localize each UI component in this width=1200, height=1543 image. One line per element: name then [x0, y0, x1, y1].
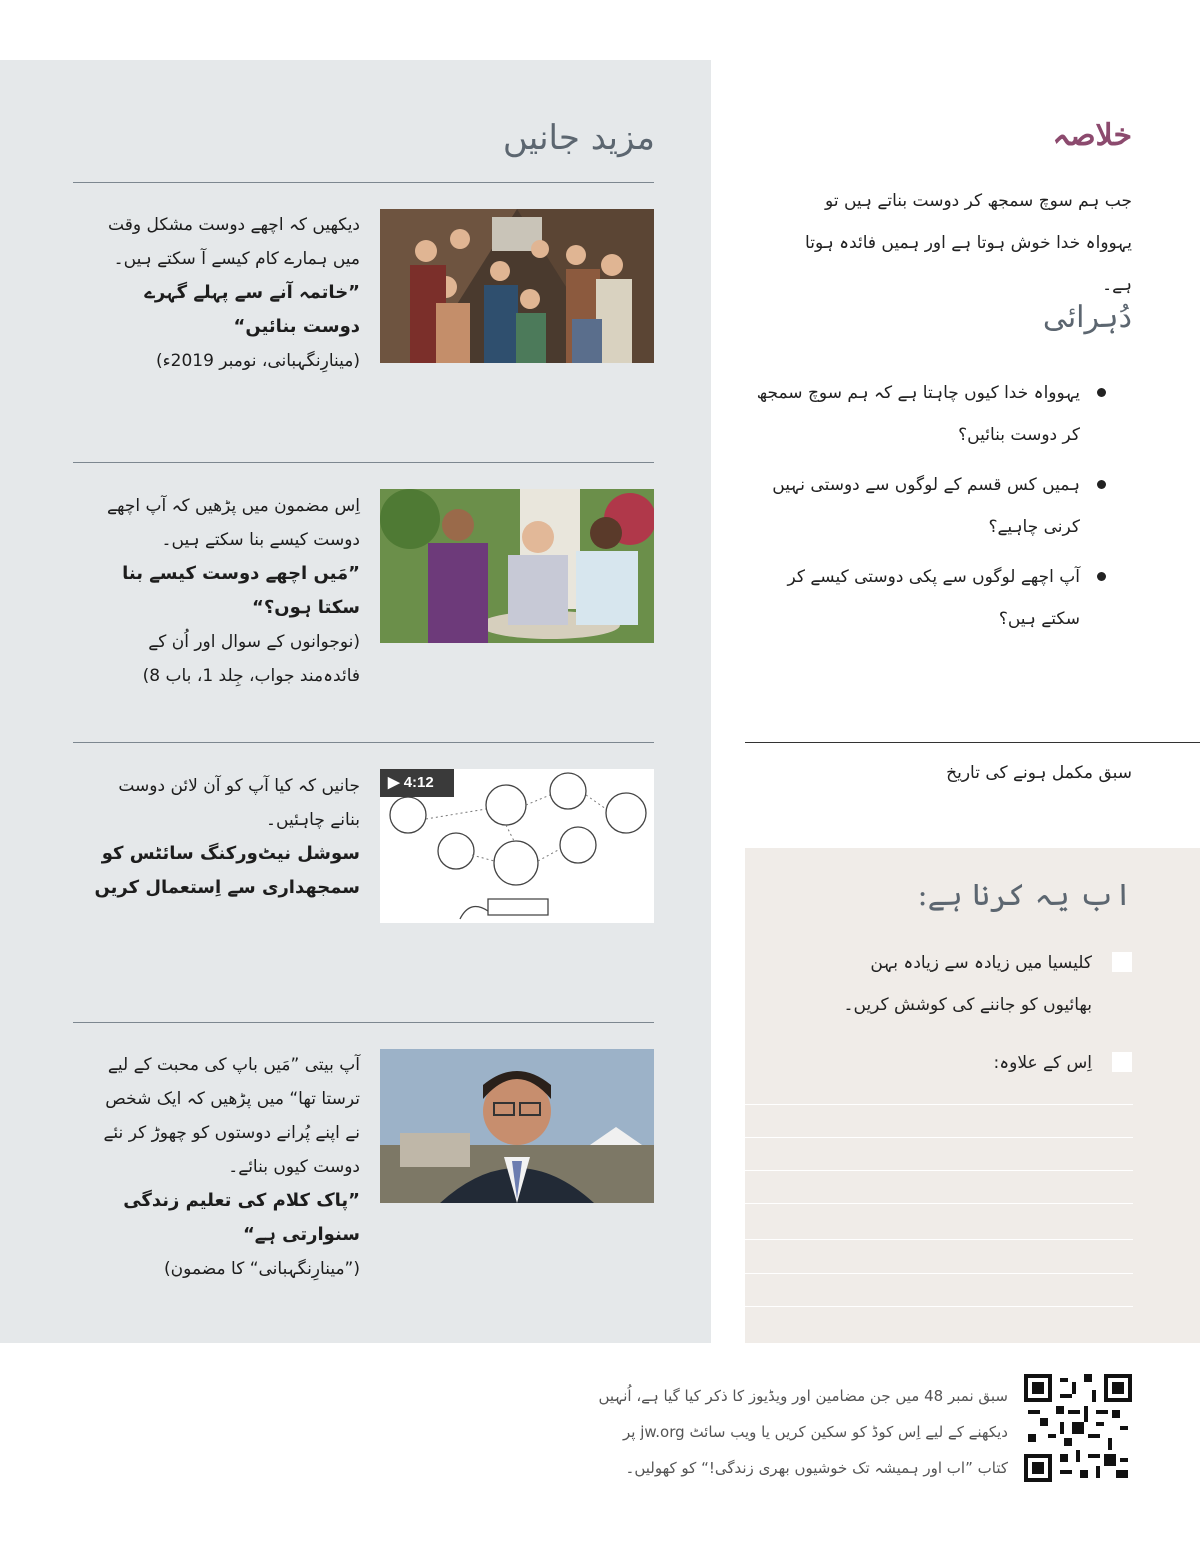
- more-item-2-text[interactable]: [90, 489, 360, 693]
- todo-panel: [745, 848, 1200, 1343]
- todo-checkbox[interactable]: [1112, 1052, 1132, 1072]
- more-item-title: ”خاتمہ آنے سے پہلے گہرے دوست بنائیں“: [144, 282, 360, 337]
- more-item-source: (”مینارِنگہبانی“ کا مضمون): [164, 1259, 360, 1279]
- review-question: آپ اچھے لوگوں سے پکی دوستی کیسے کر سکتے ہیں؟: [748, 556, 1108, 640]
- todo-item: [832, 942, 1132, 1026]
- todo-item-label: اِس کے علاوہ:: [993, 1053, 1092, 1073]
- completion-date-label: سبق مکمل ہونے کی تاریخ: [946, 763, 1132, 783]
- more-item-desc: اِس مضمون میں پڑھیں کہ آپ اچھے دوست کیسے بنا سکتے ہیں۔: [107, 496, 360, 550]
- todo-checkbox[interactable]: [1112, 952, 1132, 972]
- write-in-line[interactable]: [745, 1104, 1133, 1105]
- more-item-4-text[interactable]: [90, 1048, 360, 1286]
- summary-text: جب ہم سوچ سمجھ کر دوست بناتے ہیں تو یہوواہ خدا خوش ہوتا ہے اور ہمیں فائدہ ہوتا ہے۔: [805, 191, 1132, 295]
- write-in-line[interactable]: [745, 1170, 1133, 1171]
- more-item-title: سوشل نیٹ‌ورکنگ سائٹس کو سمجھداری سے اِستعمال کریں: [94, 843, 360, 898]
- video-duration: 4:12: [403, 774, 434, 791]
- more-item-1-image[interactable]: [380, 209, 654, 363]
- divider: [73, 742, 654, 743]
- divider: [745, 742, 1200, 743]
- more-item-desc: دیکھیں کہ اچھے دوست مشکل وقت میں ہمارے کام کیسے آ سکتے ہیں۔: [108, 215, 360, 269]
- review-question: ہمیں کس قسم کے لوگوں سے دوستی نہیں کرنی چاہیے؟: [748, 464, 1108, 548]
- more-item-4-image[interactable]: [380, 1049, 654, 1203]
- play-icon: ▶: [388, 774, 400, 791]
- write-in-line[interactable]: [745, 1137, 1133, 1138]
- footer-note: سبق نمبر 48 میں جن مضامین اور ویڈیوز کا ذکر کیا گیا ہے، اُنہیں دیکھنے کے لیے اِس کوڈ کو سکین کریں یا ویب سائٹ jw.org پر کتاب ”اب اور ہمیشہ تک خوشیوں بھری زندگی!“ کو کھولیں۔: [598, 1387, 1008, 1477]
- write-in-line[interactable]: [745, 1203, 1133, 1204]
- more-item-1-text[interactable]: [90, 208, 360, 378]
- more-item-3-video-thumbnail[interactable]: [380, 769, 654, 923]
- divider: [73, 1022, 654, 1023]
- write-in-line[interactable]: [745, 1306, 1133, 1307]
- todo-item-label: کلیسیا میں زیادہ سے زیادہ بہن بھائیوں کو جاننے کی کوشش کریں۔: [843, 953, 1092, 1015]
- review-list: [748, 372, 1108, 648]
- more-item-desc: جانیں کہ کیا آپ کو آن لائن دوست بنانے چاہئیں۔: [118, 776, 360, 830]
- write-in-line[interactable]: [745, 1273, 1133, 1274]
- more-item-desc: آپ بیتی ”مَیں باپ کی محبت کے لیے ترستا تھا“ میں پڑھیں کہ ایک شخص نے اپنے پُرانے دوستوں کو چھوڑ کر نئے دوست کیوں بنائے۔: [103, 1055, 360, 1177]
- divider: [73, 182, 654, 183]
- video-duration-badge: [380, 769, 454, 797]
- more-item-title: ”پاک کلام کی تعلیم زندگی سنوارتی ہے“: [123, 1190, 360, 1245]
- more-item-title: ”مَیں اچھے دوست کیسے بنا سکتا ہوں؟“: [122, 563, 360, 618]
- more-item-source: (نوجوانوں کے سوال اور اُن کے فائدہ‌مند جواب، جِلد 1، باب 8): [142, 632, 360, 686]
- review-title: دُہرائی: [1042, 300, 1132, 335]
- more-item-3-text[interactable]: [90, 769, 360, 905]
- todo-title: اب یہ کرنا ہے:: [917, 878, 1132, 913]
- qr-code-icon[interactable]: [1024, 1374, 1132, 1482]
- more-item-source: (مینارِنگہبانی، نومبر 2019ء): [155, 351, 360, 371]
- divider: [73, 462, 654, 463]
- todo-item: [832, 1042, 1132, 1084]
- more-item-2-image[interactable]: [380, 489, 654, 643]
- more-info-title: مزید جانیں: [502, 118, 655, 158]
- write-in-line[interactable]: [745, 1239, 1133, 1240]
- review-question: یہوواہ خدا کیوں چاہتا ہے کہ ہم سوچ سمجھ کر دوست بنائیں؟: [748, 372, 1108, 456]
- summary-title: خلاصہ: [1052, 118, 1132, 153]
